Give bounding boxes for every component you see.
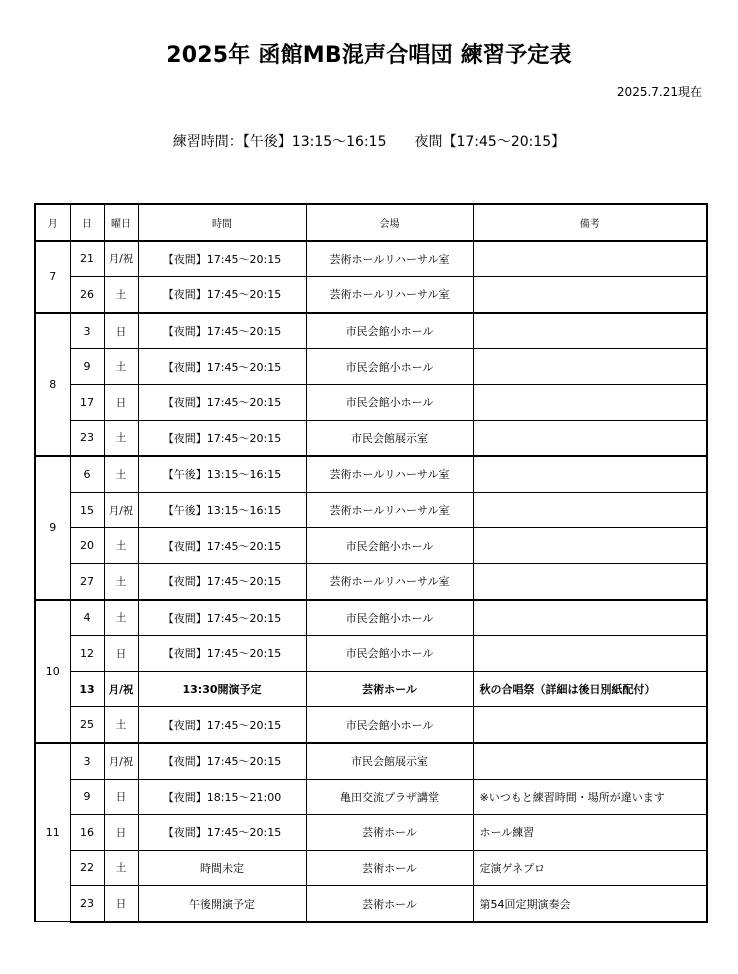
venue-cell: 芸術ホール [306,850,473,886]
note-cell [473,384,707,420]
time-cell: 【夜間】17:45～20:15 [138,563,306,599]
header-month: 月 [35,204,70,241]
day-cell: 9 [70,779,104,815]
note-cell: ホール練習 [473,815,707,851]
weekday-cell: 日 [104,886,138,922]
day-cell: 3 [70,743,104,779]
table-row [35,492,707,528]
note-cell [473,420,707,456]
table-header-row [35,204,707,241]
day-cell: 23 [70,886,104,922]
table-row [35,313,707,349]
time-cell: 【午後】13:15～16:15 [138,456,306,492]
note-cell: ※いつもと練習時間・場所が違います [473,779,707,815]
day-cell: 15 [70,492,104,528]
weekday-cell: 土 [104,528,138,564]
venue-cell: 市民会館小ホール [306,600,473,636]
time-cell: 13:30開演予定 [138,671,306,707]
venue-cell: 芸術ホールリハーサル室 [306,563,473,599]
time-cell: 時間未定 [138,850,306,886]
day-cell: 16 [70,815,104,851]
table-row [35,886,707,922]
table-row [35,384,707,420]
header-day: 日 [70,204,104,241]
weekday-cell: 日 [104,636,138,672]
time-cell: 【夜間】17:45～20:15 [138,277,306,313]
schedule-body [35,241,707,922]
venue-cell: 芸術ホール [306,886,473,922]
table-row [35,563,707,599]
note-cell [473,277,707,313]
table-row [35,241,707,277]
weekday-cell: 土 [104,707,138,743]
day-cell: 27 [70,563,104,599]
venue-cell: 市民会館展示室 [306,420,473,456]
schedule-table [34,203,708,923]
weekday-cell: 月/祝 [104,492,138,528]
time-cell: 【夜間】17:45～20:15 [138,636,306,672]
venue-cell: 市民会館小ホール [306,636,473,672]
month-cell: 10 [35,600,70,743]
day-cell: 3 [70,313,104,349]
note-cell [473,313,707,349]
page-title: 2025年 函館MB混声合唱団 練習予定表 [166,43,572,68]
time-cell: 【夜間】17:45～20:15 [138,815,306,851]
day-cell: 4 [70,600,104,636]
venue-cell: 市民会館小ホール [306,349,473,385]
weekday-cell: 月/祝 [104,743,138,779]
table-row [35,528,707,564]
time-cell: 【夜間】18:15～21:00 [138,779,306,815]
table-row [35,420,707,456]
table-row [35,815,707,851]
table-row [35,671,707,707]
time-cell: 【夜間】17:45～20:15 [138,384,306,420]
day-cell: 17 [70,384,104,420]
weekday-cell: 土 [104,600,138,636]
header-weekday: 曜日 [104,204,138,241]
weekday-cell: 土 [104,420,138,456]
day-cell: 12 [70,636,104,672]
weekday-cell: 日 [104,779,138,815]
time-cell: 【夜間】17:45～20:15 [138,743,306,779]
as-of-date: 2025.7.21現在 [616,85,702,99]
time-cell: 【夜間】17:45～20:15 [138,600,306,636]
weekday-cell: 日 [104,313,138,349]
note-cell [473,528,707,564]
venue-cell: 市民会館小ホール [306,707,473,743]
month-cell: 8 [35,313,70,456]
weekday-cell: 日 [104,815,138,851]
venue-cell: 芸術ホールリハーサル室 [306,456,473,492]
note-cell [473,349,707,385]
practice-time-info: 練習時間：【午後】13:15～16:15 夜間【17:45～20:15】 [172,134,566,150]
day-cell: 22 [70,850,104,886]
day-cell: 9 [70,349,104,385]
weekday-cell: 日 [104,384,138,420]
venue-cell: 市民会館小ホール [306,313,473,349]
weekday-cell: 土 [104,349,138,385]
note-cell [473,492,707,528]
weekday-cell: 土 [104,850,138,886]
time-cell: 【夜間】17:45～20:15 [138,313,306,349]
note-cell [473,707,707,743]
venue-cell: 市民会館小ホール [306,528,473,564]
table-row [35,456,707,492]
note-cell: 定演ゲネプロ [473,850,707,886]
weekday-cell: 土 [104,277,138,313]
note-cell: 第54回定期演奏会 [473,886,707,922]
weekday-cell: 月/祝 [104,671,138,707]
venue-cell: 市民会館展示室 [306,743,473,779]
venue-cell: 芸術ホール [306,671,473,707]
table-row [35,779,707,815]
time-cell: 【夜間】17:45～20:15 [138,349,306,385]
time-cell: 【夜間】17:45～20:15 [138,707,306,743]
day-cell: 23 [70,420,104,456]
day-cell: 6 [70,456,104,492]
venue-cell: 市民会館小ホール [306,384,473,420]
time-cell: 【夜間】17:45～20:15 [138,420,306,456]
header-note: 備考 [473,204,707,241]
table-row [35,349,707,385]
month-cell: 7 [35,241,70,313]
note-cell: 秋の合唱祭（詳細は後日別紙配付） [473,671,707,707]
table-row [35,600,707,636]
month-cell: 9 [35,456,70,599]
note-cell [473,241,707,277]
day-cell: 21 [70,241,104,277]
header-time: 時間 [138,204,306,241]
note-cell [473,563,707,599]
venue-cell: 芸術ホールリハーサル室 [306,277,473,313]
note-cell [473,636,707,672]
time-cell: 【午後】13:15～16:15 [138,492,306,528]
time-cell: 【夜間】17:45～20:15 [138,528,306,564]
venue-cell: 亀田交流プラザ講堂 [306,779,473,815]
table-row [35,743,707,779]
venue-cell: 芸術ホールリハーサル室 [306,492,473,528]
time-cell: 【夜間】17:45～20:15 [138,241,306,277]
weekday-cell: 月/祝 [104,241,138,277]
note-cell [473,456,707,492]
weekday-cell: 土 [104,456,138,492]
day-cell: 25 [70,707,104,743]
venue-cell: 芸術ホール [306,815,473,851]
note-cell [473,743,707,779]
time-cell: 午後開演予定 [138,886,306,922]
weekday-cell: 土 [104,563,138,599]
table-row [35,636,707,672]
header-venue: 会場 [306,204,473,241]
note-cell [473,600,707,636]
month-cell: 11 [35,743,70,922]
table-row [35,277,707,313]
table-row [35,707,707,743]
day-cell: 26 [70,277,104,313]
table-row [35,850,707,886]
day-cell: 13 [70,671,104,707]
venue-cell: 芸術ホールリハーサル室 [306,241,473,277]
day-cell: 20 [70,528,104,564]
